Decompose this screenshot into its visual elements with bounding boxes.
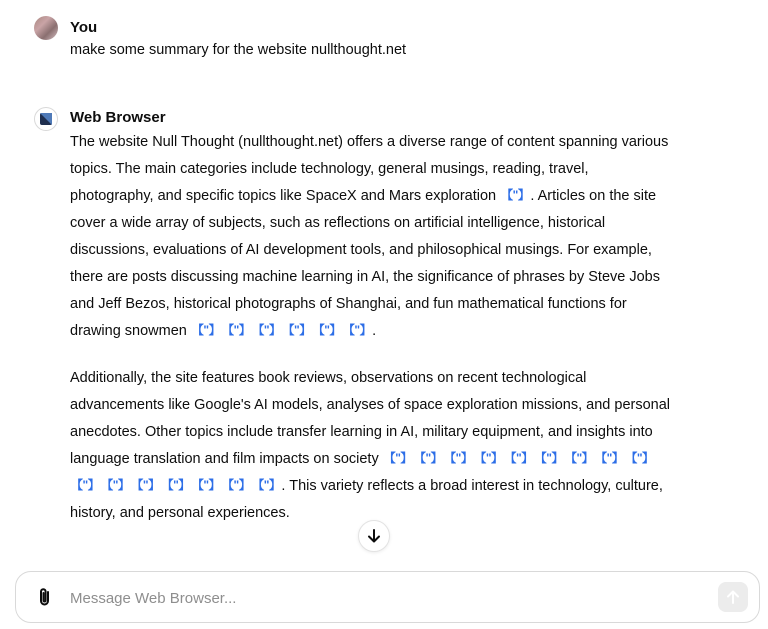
citation-link[interactable]: 【"】 xyxy=(504,451,533,465)
citation-link[interactable]: 【"】 xyxy=(413,451,443,465)
paragraph-2-text-b: . This variety reflects a broad interest in technology, culture, history, and personal experiences. xyxy=(70,478,663,521)
citation-link[interactable]: 【"】 xyxy=(101,478,130,492)
citation-link[interactable]: 【"】 xyxy=(282,323,311,337)
citation-link[interactable]: 【"】 xyxy=(252,478,281,492)
citation-link[interactable]: 【"】 xyxy=(444,451,473,465)
citation-link[interactable]: 【"】 xyxy=(595,451,624,465)
assistant-paragraph-1 xyxy=(70,129,672,345)
citation-link[interactable]: 【"】 xyxy=(534,451,563,465)
citation-link[interactable]: 【"】 xyxy=(161,478,190,492)
citation-link[interactable]: 【"】 xyxy=(191,323,221,337)
user-message-content: make some summary for the website nullthought.net xyxy=(70,42,407,58)
user-author-name: You xyxy=(70,19,98,36)
paragraph-1-text-a: The website Null Thought (nullthought.net) offers a diverse range of content spanning various topics. The main categories include technology, general musings, reading, travel, photography, and specific topics like SpaceX and Mars exploration xyxy=(70,134,669,204)
browser-logo-icon xyxy=(34,107,58,131)
assistant-message-body xyxy=(70,129,672,527)
citation-link[interactable]: 【"】 xyxy=(191,478,221,492)
citation-link[interactable]: 【"】 xyxy=(342,323,372,337)
paragraph-1-text-b: . Articles on the site cover a wide array of subjects, such as reflections on artificial intelligence, historical discussions, evaluations of AI development tools, and philosophical musings. For example, there are posts discussing machine learning in AI, the significance of phrases by Steve Jobs and Jeff Bezos, historical photographs of Shanghai, and fun mathematical functions for drawing snowmen xyxy=(70,188,660,339)
citation-link[interactable]: 【"】 xyxy=(501,188,530,202)
arrow-up-icon xyxy=(725,589,741,605)
citation-link[interactable]: 【"】 xyxy=(383,451,412,465)
citation-link[interactable]: 【"】 xyxy=(474,451,503,465)
citation-link[interactable]: 【"】 xyxy=(625,451,654,465)
attach-button[interactable] xyxy=(34,586,56,608)
citation-link[interactable]: 【"】 xyxy=(312,323,341,337)
message-input[interactable] xyxy=(68,585,672,611)
assistant-paragraph-2 xyxy=(70,365,672,527)
arrow-down-icon xyxy=(366,528,382,544)
scroll-to-bottom-button[interactable] xyxy=(358,520,390,552)
citation-link[interactable]: 【"】 xyxy=(252,323,281,337)
citation-link[interactable]: 【"】 xyxy=(71,478,100,492)
user-message-text xyxy=(70,38,672,62)
paragraph-1-text-c: . xyxy=(372,323,377,339)
citation-link[interactable]: 【"】 xyxy=(222,323,251,337)
paperclip-icon xyxy=(34,586,56,608)
user-avatar xyxy=(34,16,58,40)
citation-link[interactable]: 【"】 xyxy=(131,478,160,492)
citation-link[interactable]: 【"】 xyxy=(222,478,251,492)
citation-link[interactable]: 【"】 xyxy=(564,451,594,465)
paragraph-2-text-a: Additionally, the site features book reviews, observations on recent technological advancements like Google's AI models, analyses of space exploration missions, and personal anecdotes. Other topics include transfer learning in AI, military equipment, and insights into language translation and film impacts on society xyxy=(70,370,671,467)
send-button[interactable] xyxy=(718,582,748,612)
message-composer xyxy=(15,571,760,623)
assistant-author-name: Web Browser xyxy=(70,109,166,126)
